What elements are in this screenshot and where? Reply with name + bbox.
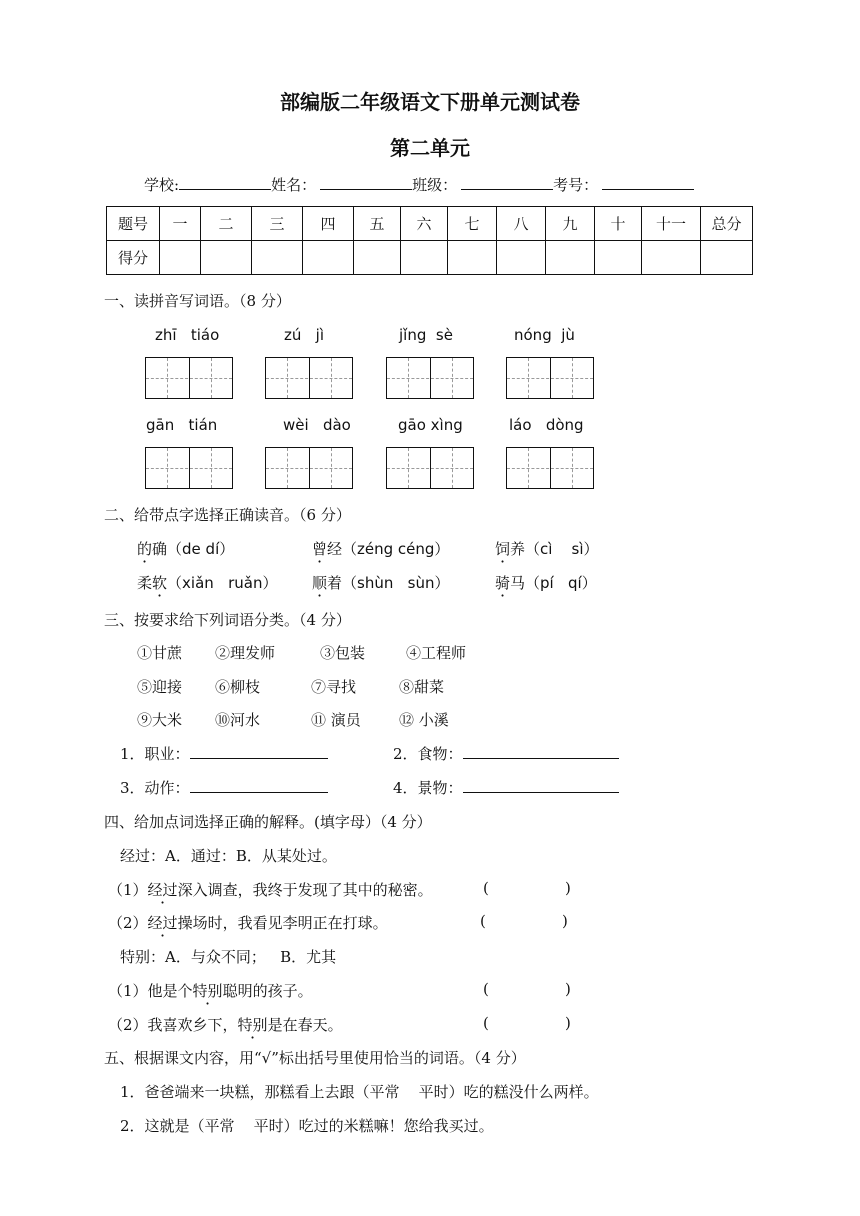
table-cell: 九 [546, 207, 595, 241]
table-cell: 十一 [642, 207, 701, 241]
page-subtitle: 第二单元 [390, 136, 470, 160]
word-option: ⑨大米 [137, 711, 183, 729]
answer-blank[interactable] [190, 744, 328, 759]
reading-item [137, 538, 234, 559]
section-3-title: 三、按要求给下列词语分类。（4 分） [104, 611, 351, 629]
word-option: ⑧甜菜 [399, 678, 445, 696]
school-label: 学校: [144, 176, 180, 194]
answer-blank[interactable] [463, 744, 619, 759]
reading-item [495, 572, 597, 593]
pinyin: zú jì [284, 326, 325, 344]
writing-grid[interactable] [506, 357, 594, 399]
pinyin-options: （cì sì） [525, 540, 599, 558]
table-cell: 得分 [107, 241, 160, 275]
section-4-title: 四、给加点词选择正确的解释。(填字母）（4 分） [104, 813, 432, 831]
word-option: ⑤迎接 [137, 678, 183, 696]
section-1-title: 一、读拼音写词语。（8 分） [104, 292, 291, 310]
writing-grid[interactable] [265, 357, 353, 399]
answer-paren-close: ) [565, 980, 571, 998]
class-label: 班级： [412, 176, 458, 194]
reading-item [495, 538, 599, 559]
sentence: 2．这就是（平常 平时）吃过的米糕嘛！您给我买过。 [120, 1117, 494, 1135]
score-cell[interactable] [595, 241, 642, 275]
score-cell[interactable] [201, 241, 252, 275]
writing-grid[interactable] [386, 447, 474, 489]
pinyin: láo dòng [509, 416, 584, 434]
score-cell[interactable] [401, 241, 448, 275]
name-label: 姓名： [271, 176, 317, 194]
sentence-text: 操场时，我看见李明正在打球。 [177, 914, 388, 932]
word-option: ④工程师 [406, 644, 467, 662]
writing-grid[interactable] [506, 447, 594, 489]
pinyin: nóng jù [514, 326, 575, 344]
sentence [108, 912, 388, 933]
category-line [120, 777, 328, 798]
dotted-word: 经过 [147, 881, 178, 899]
score-table-header-row [107, 207, 753, 241]
word-option: ②理发师 [215, 644, 276, 662]
writing-grid[interactable] [386, 357, 474, 399]
table-cell: 二 [201, 207, 252, 241]
table-cell: 总分 [701, 207, 753, 241]
table-cell: 十 [595, 207, 642, 241]
category-label: 4．景物： [393, 779, 463, 797]
reading-item [312, 572, 450, 593]
pinyin-options: （shùn sùn） [342, 574, 450, 592]
item-text: 养 [510, 540, 526, 558]
definition-line: 经过：A．通过：B．从某处过。 [120, 847, 337, 865]
pinyin: gān tián [146, 416, 218, 434]
sentence-prefix: （2） [108, 914, 148, 932]
answer-blank[interactable] [463, 778, 619, 793]
pinyin: jǐng sè [399, 326, 453, 344]
score-cell[interactable] [354, 241, 401, 275]
sentence-text: 聪明的孩子。 [222, 982, 313, 1000]
dotted-word: 特别 [192, 982, 223, 1000]
item-text: 柔 [137, 574, 153, 592]
pinyin-options: （de dí） [167, 540, 235, 558]
table-cell: 五 [354, 207, 401, 241]
answer-paren-open: ( [483, 879, 489, 897]
table-cell: 六 [401, 207, 448, 241]
table-cell: 四 [303, 207, 354, 241]
writing-grid[interactable] [145, 357, 233, 399]
definition-line: 特别：A．与众不同； B．尤其 [120, 948, 337, 966]
word-option: ⑩河水 [215, 711, 261, 729]
dotted-char: 的 [137, 540, 153, 558]
dotted-char: 软 [152, 574, 168, 592]
word-option: ⑫ 小溪 [399, 711, 449, 729]
item-text: 确 [152, 540, 168, 558]
dotted-char: 顺 [312, 574, 328, 592]
item-text: 经 [327, 540, 343, 558]
pinyin-options: （pí qí） [525, 574, 597, 592]
answer-paren-close: ) [565, 1014, 571, 1032]
table-cell: 一 [160, 207, 201, 241]
dotted-char: 骑 [495, 574, 511, 592]
answer-paren-close: ) [565, 879, 571, 897]
section-2-title: 二、给带点字选择正确读音。（6 分） [104, 506, 351, 524]
page-title: 部编版二年级语文下册单元测试卷 [280, 90, 580, 114]
sentence-prefix: （2）我喜欢乡下， [108, 1016, 238, 1034]
dotted-char: 饲 [495, 540, 511, 558]
sentence-prefix: （1） [108, 881, 148, 899]
word-option: ⑪ 演员 [311, 711, 361, 729]
score-cell[interactable] [546, 241, 595, 275]
reading-item [137, 572, 277, 593]
sentence [108, 879, 433, 900]
pinyin: zhī tiáo [155, 326, 220, 344]
score-cell[interactable] [642, 241, 701, 275]
score-cell[interactable] [448, 241, 497, 275]
exam-no-blank[interactable] [602, 175, 694, 190]
writing-grid[interactable] [265, 447, 353, 489]
sentence: 1．爸爸端来一块糕，那糕看上去跟（平常 平时）吃的糕没什么两样。 [120, 1083, 599, 1101]
table-cell: 八 [497, 207, 546, 241]
dotted-word: 特别 [237, 1016, 268, 1034]
score-table-score-row [107, 241, 753, 275]
exam-no-label: 考号： [553, 176, 599, 194]
word-option: ⑥柳枝 [215, 678, 261, 696]
table-cell: 三 [252, 207, 303, 241]
answer-paren-open: ( [483, 1014, 489, 1032]
score-cell[interactable] [303, 241, 354, 275]
category-line [120, 743, 328, 764]
writing-grid[interactable] [145, 447, 233, 489]
name-blank[interactable] [320, 175, 412, 190]
score-table [106, 206, 753, 275]
sentence-text: 深入调查，我终于发现了其中的秘密。 [177, 881, 433, 899]
pinyin-options: （xiǎn ruǎn） [167, 574, 278, 592]
sentence-text: 是在春天。 [267, 1016, 343, 1034]
dotted-word: 经过 [147, 914, 178, 932]
word-option: ①甘蔗 [137, 644, 183, 662]
score-cell[interactable] [701, 241, 753, 275]
answer-blank[interactable] [190, 778, 328, 793]
word-option: ③包装 [320, 644, 366, 662]
pinyin-options: （zéng céng） [342, 540, 450, 558]
table-cell: 七 [448, 207, 497, 241]
score-cell[interactable] [497, 241, 546, 275]
pinyin: wèi dào [283, 416, 351, 434]
score-cell[interactable] [160, 241, 201, 275]
category-label: 2．食物： [393, 745, 463, 763]
pinyin: gāo xìng [398, 416, 463, 434]
sentence-prefix: （1）他是个 [108, 982, 193, 1000]
reading-item [312, 538, 449, 559]
category-label: 3．动作： [120, 779, 190, 797]
dotted-char: 曾 [312, 540, 328, 558]
answer-paren-close: ) [562, 912, 568, 930]
school-blank[interactable] [179, 175, 271, 190]
class-blank[interactable] [461, 175, 553, 190]
answer-paren-open: ( [480, 912, 486, 930]
category-line [393, 777, 619, 798]
word-option: ⑦寻找 [311, 678, 357, 696]
table-cell: 题号 [107, 207, 160, 241]
section-5-title: 五、根据课文内容，用“√”标出括号里使用恰当的词语。（4 分） [104, 1049, 526, 1067]
item-text: 马 [510, 574, 526, 592]
category-label: 1．职业： [120, 745, 190, 763]
info-line [144, 174, 694, 195]
item-text: 着 [327, 574, 343, 592]
category-line [393, 743, 619, 764]
sentence [108, 1014, 343, 1035]
score-cell[interactable] [252, 241, 303, 275]
sentence [108, 980, 313, 1001]
answer-paren-open: ( [483, 980, 489, 998]
